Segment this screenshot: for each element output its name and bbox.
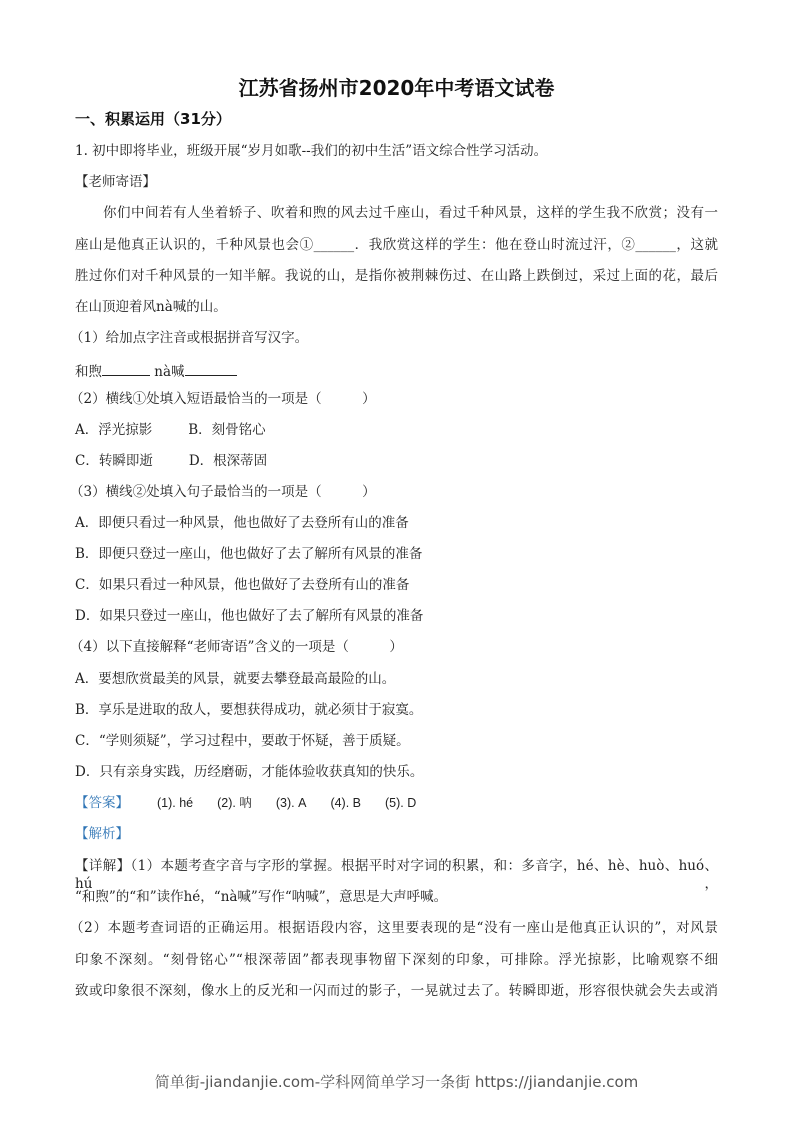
sub-question-1-blanks <box>75 361 237 381</box>
sub-question-2: （2）横线①处填入短语最恰当的一项是（ ） <box>70 391 376 407</box>
option-row <box>75 421 266 439</box>
option: D．如果只登过一座山，他也做好了去了解所有风景的准备 <box>75 608 424 624</box>
answer-blank <box>102 361 150 376</box>
answer: (2). 呐 <box>217 796 252 810</box>
option: B．享乐是进取的敌人，要想获得成功，就必须甘于寂寞。 <box>75 702 423 718</box>
answer: (3). A <box>275 796 307 810</box>
answer: (4). B <box>330 796 361 810</box>
option: D．只有亲身实践，历经磨砺，才能体验收获真知的快乐。 <box>75 764 424 780</box>
sub-question-4: （4）以下直接解释“老师寄语”含义的一项是（ ） <box>70 639 403 655</box>
option: B．即便只登过一座山，他也做好了去了解所有风景的准备 <box>75 546 423 562</box>
answer-row <box>75 794 440 812</box>
option-row <box>75 452 267 470</box>
option: B．刻骨铭心 <box>188 422 266 438</box>
answer-label: 【答案】 <box>75 795 129 811</box>
teacher-message-heading: 【老师寄语】 <box>75 174 156 190</box>
answer: (5). D <box>385 796 417 810</box>
detail-line: 【详解】（1）本题考查字音与字形的掌握。根据平时对字词的积累，和：多音字，hé、hè、huò、huó、hú， <box>75 858 718 892</box>
answer-blank <box>185 361 237 376</box>
passage-line: 你们中间若有人坐着轿子、吹着和煦的风去过千座山，看过千种风景，这样的学生我不欣赏；没有一 <box>103 205 718 221</box>
detail-line: （2）本题考查词语的正确运用。根据语段内容，这里要表现的是“没有一座山是他真正认识的”，对风景 <box>70 920 718 936</box>
section-heading: 一、积累运用（31分） <box>75 110 231 128</box>
option: A．浮光掠影 <box>75 422 153 438</box>
word-label: nà喊 <box>154 364 185 380</box>
detail-line: 印象不深刻。“刻骨铭心”“根深蒂固”都表现事物留下深刻的印象，可排除。浮光掠影，比喻观察不细 <box>75 952 718 968</box>
page-title: 江苏省扬州市2020年中考语文试卷 <box>238 76 555 100</box>
sub-question-3: （3）横线②处填入句子最恰当的一项是（ ） <box>70 484 376 500</box>
passage-line: 在山顶迎着风nà喊的山。 <box>75 299 227 315</box>
option: C．如果只看过一种风景，他也做好了去登所有山的准备 <box>75 577 410 593</box>
question-intro: 1. 初中即将毕业，班级开展“岁月如歌--我们的初中生活”语文综合性学习活动。 <box>75 143 548 159</box>
detail-line: 致或印象很不深刻，像水上的反光和一闪而过的影子，一晃就过去了。转瞬即逝，形容很快就会失去或消 <box>75 983 718 999</box>
option: C．转瞬即逝 <box>75 453 153 469</box>
word-label: 和煦 <box>75 364 102 380</box>
answer: (1). hé <box>157 796 194 810</box>
passage-line: 座山是他真正认识的，千种风景也会①______．我欣赏这样的学生：他在登山时流过汗，②______，这就 <box>75 237 718 253</box>
footer-watermark: 简单街-jiandanjie.com-学科网简单学习一条街 https://jiandanjie.com <box>154 1073 639 1091</box>
passage-line: 胜过你们对千种风景的一知半解。我说的山，是指你被荆棘伤过、在山路上跌倒过，采过上面的花，最后 <box>75 268 718 284</box>
option: D．根深蒂固 <box>188 453 268 469</box>
analysis-label: 【解析】 <box>75 826 129 842</box>
sub-question-1: （1）给加点字注音或根据拼音写汉字。 <box>70 330 309 346</box>
option: C．“学则须疑”，学习过程中，要敢于怀疑，善于质疑。 <box>75 733 410 749</box>
option: A．即便只看过一种风景，他也做好了去登所有山的准备 <box>75 515 409 531</box>
detail-line: “和煦”的“和”读作hé，“nà喊”写作“呐喊”，意思是大声呼喊。 <box>75 889 448 905</box>
option: A．要想欣赏最美的风景，就要去攀登最高最险的山。 <box>75 671 396 687</box>
